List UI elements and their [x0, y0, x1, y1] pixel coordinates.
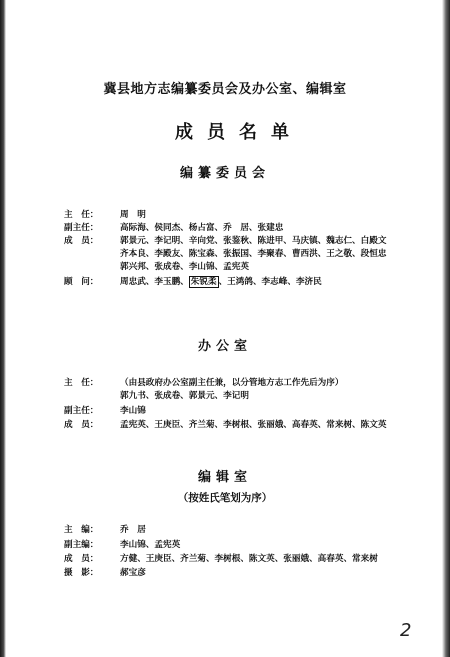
role-label: 副主任：	[64, 406, 99, 416]
member-names: 郭九书、张成卷、郭景元、李记明	[120, 391, 249, 401]
section-heading-editorial: 编辑室	[197, 470, 252, 485]
committee-row-members-cont2	[64, 262, 249, 273]
member-names: 周 明	[120, 210, 146, 220]
office-row-director-cont	[64, 391, 249, 402]
member-names: 李山锦、孟宪英	[120, 540, 181, 550]
role-label: 摄 影：	[64, 568, 99, 578]
page-title: 成员名单	[175, 122, 303, 143]
member-names: 高际海、侯同杰、杨占富、乔 居、张建忠	[120, 223, 284, 233]
boxed-name: 朱锐柔	[190, 277, 217, 287]
scan-edge-right	[442, 0, 450, 657]
editorial-row-deputy-editor	[64, 540, 180, 551]
role-label: 主 编：	[64, 525, 99, 535]
page-number: 2	[400, 620, 412, 641]
committee-row-deputy	[64, 223, 283, 234]
committee-row-director	[64, 210, 146, 221]
role-label: 副主任：	[64, 223, 99, 233]
office-row-members	[64, 420, 386, 431]
editorial-row-members	[64, 554, 378, 565]
role-label: 成 员：	[64, 554, 99, 564]
committee-row-members-cont	[64, 249, 386, 260]
member-names: 乔 居	[120, 525, 146, 535]
office-row-director	[64, 378, 343, 389]
member-names: 李山锦	[120, 406, 146, 416]
member-names: （由县政府办公室副主任兼，以分管地方志工作先后为序）	[120, 378, 344, 388]
office-row-deputy	[64, 406, 146, 417]
member-names: 郝宝彦	[120, 568, 146, 578]
role-label: 主 任：	[64, 378, 99, 388]
member-names: 方健、王庚臣、齐兰菊、李树根、陈文英、张丽娥、高春英、常来树	[120, 554, 378, 564]
editorial-row-photography	[64, 568, 146, 579]
committee-row-members	[64, 236, 386, 247]
role-label: 主 任：	[64, 210, 99, 220]
role-label: 副主编：	[64, 540, 99, 550]
role-label: 成 员：	[64, 236, 99, 246]
editorial-row-chief-editor	[64, 525, 146, 536]
section-heading-office: 办公室	[197, 339, 252, 354]
section-heading-committee: 编纂委员会	[179, 166, 270, 181]
scan-edge-left	[0, 0, 6, 657]
committee-row-advisors	[64, 277, 322, 288]
page-header: 冀县地方志编纂委员会及办公室、编辑室	[103, 82, 347, 97]
role-label: 顾 问：	[64, 277, 99, 287]
member-names: 郭兴邦、张成卷、李山锦、孟宪英	[120, 262, 249, 272]
member-names-a: 周忠武、李玉鹏、	[120, 277, 189, 287]
role-label: 成 员：	[64, 420, 99, 430]
member-names: 郭景元、李记明、辛向党、张鉴秋、陈进甲、马庆镇、魏志仁、白殿文	[120, 236, 387, 246]
member-names: 孟宪英、王庚臣、齐兰菊、李树根、张丽娥、高春英、常来树、陈文英	[120, 420, 387, 430]
member-names: 齐本良、李殿友、陈宝森、张振国、李聚春、曹西洪、王之敬、段恒忠	[120, 249, 387, 259]
section-subheading-editorial: （按姓氏笔划为序）	[177, 492, 273, 504]
member-names-b: 、王鸿鸽、李志峰、李济民	[218, 277, 322, 287]
